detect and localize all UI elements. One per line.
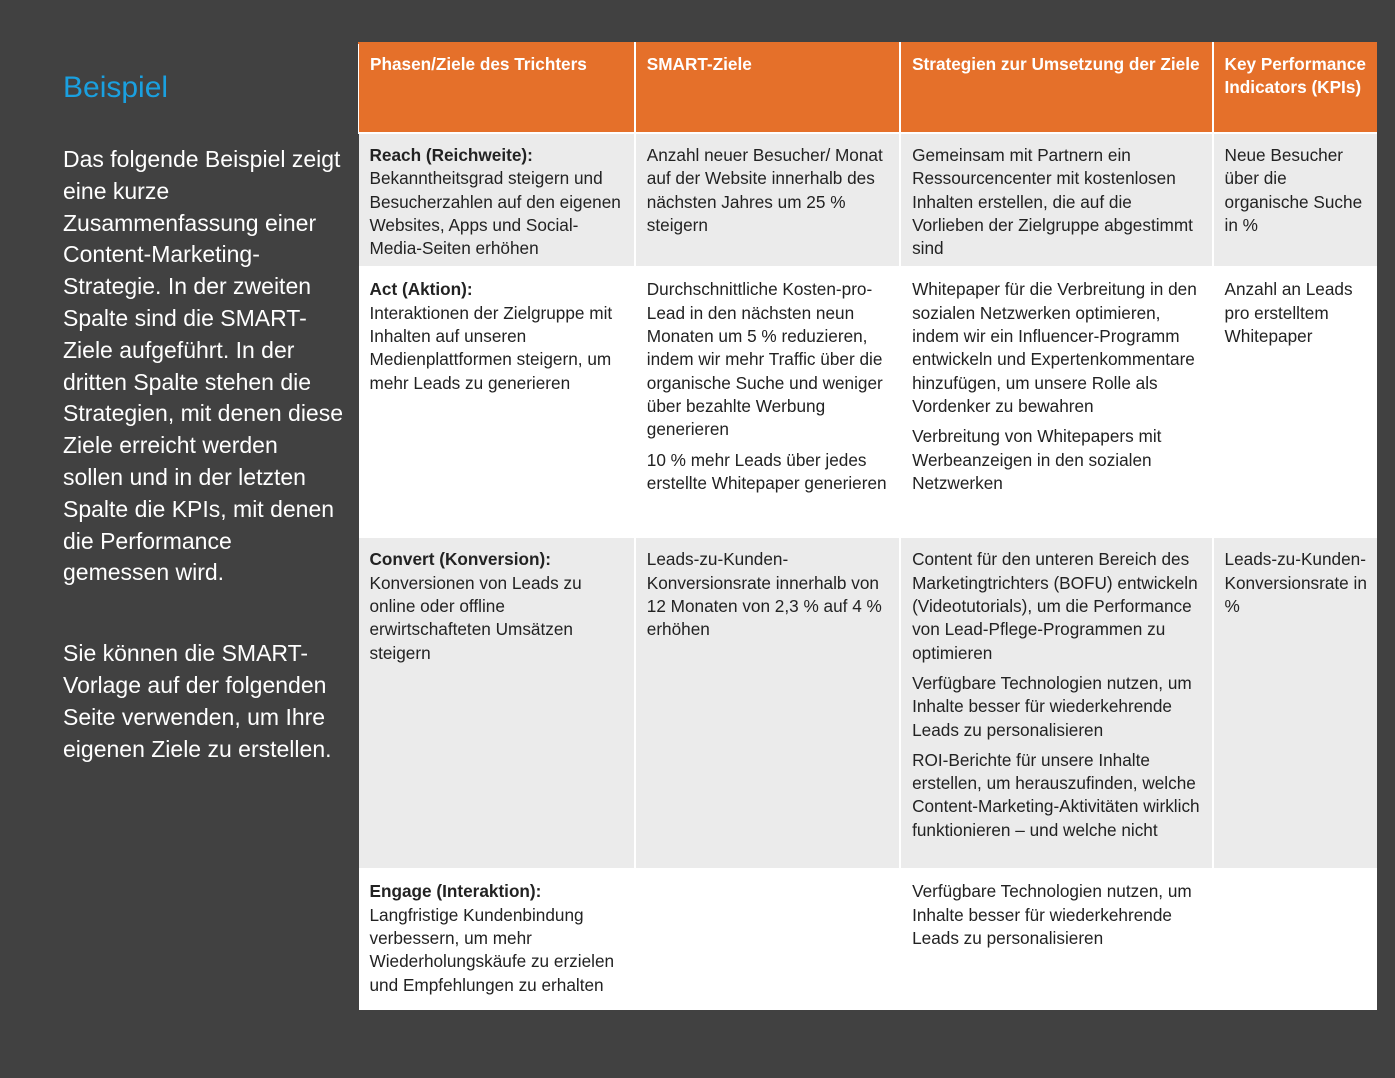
strategy: Verfügbare Technologien nutzen, um Inhalte besser für wiederkehrende Leads zu personalisieren: [912, 672, 1192, 740]
phase-description: Interaktionen der Zielgruppe mit Inhalten auf unseren Medienplattformen steigern, um mehr Leads zu generieren: [369, 302, 613, 393]
phase-name: Act (Aktion):: [369, 279, 473, 300]
smart-goals-table: [358, 42, 1377, 1010]
smart-goal-cell: [635, 267, 900, 537]
smart-goal: 10 % mehr Leads über jedes erstellte Whitepaper generieren: [646, 449, 887, 493]
header-phases: Phasen/Ziele des Trichters: [359, 43, 635, 133]
intro-paragraph-template-hint: Sie können die SMART-Vorlage auf der folgenden Seite verwenden, um Ihre eigenen Ziele zu erstellen.: [63, 640, 332, 762]
strategy: Content für den unteren Bereich des Marketingtrichters (BOFU) entwickeln (Videotutorials), um die Performance von Lead-Pflege-Programmen zu optimieren: [912, 549, 1198, 663]
kpi-cell: [1213, 267, 1377, 537]
smart-goal-cell: [635, 869, 900, 1010]
strategy-cell: [900, 537, 1212, 869]
smart-goal: Durchschnittliche Kosten-pro-Lead in den nächsten neun Monaten um 5 % reduzieren, indem wir mehr Traffic über die organische Suche und weniger über bezahlte Werbung generieren: [646, 279, 883, 440]
phase-name: Engage (Interaktion):: [369, 881, 542, 902]
header-strategies: Strategien zur Umsetzung der Ziele: [900, 43, 1212, 133]
kpi-cell: [1213, 537, 1377, 869]
table-row: [359, 133, 1378, 267]
kpi: Anzahl an Leads pro erstelltem Whitepaper: [1224, 279, 1353, 347]
intro-heading: Beispiel: [63, 71, 169, 104]
table-row: [359, 869, 1378, 1010]
strategy: Whitepaper für die Verbreitung in den sozialen Netzwerken optimieren, indem wir ein Influencer-Programm entwickeln und Expertenkommentare hinzufügen, um unsere Rolle als Vordenker zu bewahren: [912, 279, 1197, 416]
smart-goal: Leads-zu-Kunden-Konversionsrate innerhalb von 12 Monaten von 2,3 % auf 4 % erhöhen: [646, 549, 882, 640]
strategy-cell: [900, 133, 1212, 267]
strategy: Gemeinsam mit Partnern ein Ressourcencenter mit kostenlosen Inhalten erstellen, die auf die Vorlieben der Zielgruppe abgestimmt sind: [912, 145, 1193, 259]
strategy-cell: [900, 267, 1212, 537]
kpi-cell: [1213, 869, 1377, 1010]
table-header-row: [359, 43, 1378, 133]
table-row: [359, 537, 1378, 869]
intro-panel: [63, 70, 343, 765]
smart-goal-cell: [635, 537, 900, 869]
intro-paragraph: Das folgende Beispiel zeigt eine kurze Zusammenfassung einer Content-Marketing-Strategie. In der zweiten Spalte sind die SMART-Ziele aufgeführt. In der dritten Spalte stehen die Strategien, mit denen diese Ziele erreicht werden sollen und in der letzten Spalte die KPIs, mit denen die Performance gemessen wird.: [63, 146, 344, 586]
header-kpis: Key Performance Indicators (KPIs): [1213, 43, 1377, 133]
phase-cell: [359, 869, 635, 1010]
table-row: [359, 267, 1378, 537]
phase-name: Convert (Konversion):: [369, 549, 551, 570]
strategy: Verfügbare Technologien nutzen, um Inhalte besser für wiederkehrende Leads zu personalisieren: [912, 881, 1192, 949]
phase-cell: [359, 537, 635, 869]
smart-goal-cell: [635, 133, 900, 267]
header-smart-goals: SMART-Ziele: [635, 43, 900, 133]
kpi-cell: [1213, 133, 1377, 267]
kpi: Neue Besucher über die organische Suche in %: [1224, 145, 1363, 235]
phase-cell: [359, 267, 635, 537]
strategy: ROI-Berichte für unsere Inhalte erstellen, um herauszufinden, welche Content-Marketing-Aktivitäten wirklich funktionieren – und welche nicht: [912, 749, 1200, 840]
strategy-cell: [900, 869, 1212, 1010]
phase-description: Langfristige Kundenbindung verbessern, um mehr Wiederholungskäufe zu erzielen und Empfehlungen zu erhalten: [369, 904, 615, 995]
phase-description: Bekanntheitsgrad steigern und Besucherzahlen auf den eigenen Websites, Apps und Social-Media-Seiten erhöhen: [369, 168, 621, 259]
kpi: Leads-zu-Kunden-Konversionsrate in %: [1224, 549, 1367, 617]
strategy: Verbreitung von Whitepapers mit Werbeanzeigen in den sozialen Netzwerken: [912, 426, 1162, 493]
smart-goal: Anzahl neuer Besucher/ Monat auf der Website innerhalb des nächsten Jahres um 25 % steigern: [646, 145, 883, 235]
phase-cell: [359, 133, 635, 267]
phase-name: Reach (Reichweite):: [369, 145, 533, 165]
phase-description: Konversionen von Leads zu online oder offline erwirtschafteten Umsätzen steigern: [369, 572, 582, 663]
